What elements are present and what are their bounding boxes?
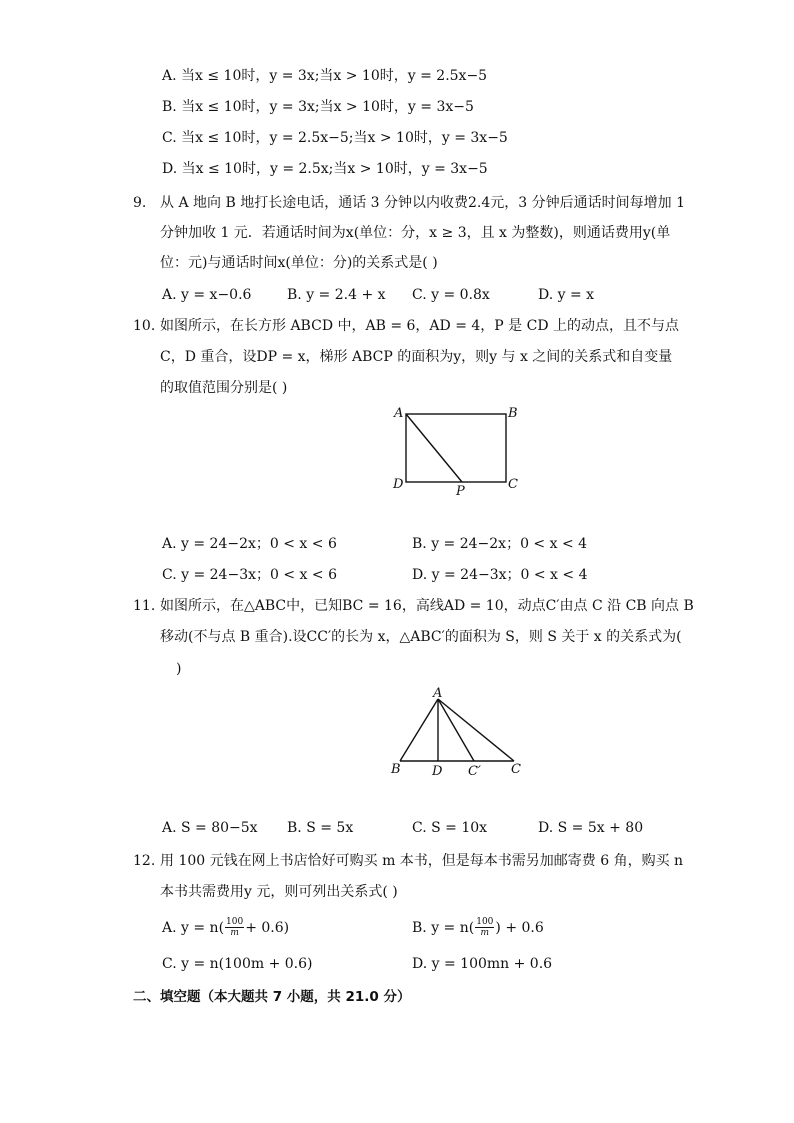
q12-option-a-denominator: m <box>230 928 239 938</box>
q11-line-3: ) <box>176 661 182 677</box>
q12-option-c: C. y = n(100m + 0.6) <box>162 956 313 972</box>
q12-option-b-prefix: B. y = n( <box>412 919 475 936</box>
q11-line-1: 如图所示，在△ABC中，已知BC = 16，高线AD = 10，动点C′由点 C 沿 CB 向点 B <box>160 598 694 614</box>
q12-line-2: 本书共需费用y 元，则可列出关系式( ) <box>160 884 398 900</box>
q10-line-1: 如图所示，在长方形 ABCD 中，AB = 6，AD = 4，P 是 CD 上的动点，且不与点 <box>160 318 680 334</box>
segment-ab <box>400 699 438 761</box>
q12-option-b-numerator: 100 <box>476 917 494 927</box>
segment-ac <box>438 699 514 761</box>
q9-option-b: B. y = 2.4 + x <box>287 287 386 303</box>
q10-number: 10. <box>133 318 156 334</box>
q11-option-a: A. S = 80−5x <box>162 820 258 836</box>
q9-number: 9. <box>133 195 147 211</box>
q12-option-a <box>162 917 289 938</box>
q11-number: 11. <box>133 598 156 614</box>
label-d: D <box>432 764 443 779</box>
label-a: A <box>394 406 404 421</box>
q10-option-b: B. y = 24−2x；0 < x < 4 <box>412 536 588 552</box>
q10-option-a: A. y = 24−2x；0 < x < 6 <box>162 536 337 552</box>
q11-option-c: C. S = 10x <box>412 820 488 836</box>
label-a: A <box>433 686 443 701</box>
section-2-title: 二、填空题（本大题共 7 小题，共 21.0 分） <box>133 989 411 1005</box>
q8-option-d: D. 当x ≤ 10时，y = 2.5x;当x > 10时，y = 3x−5 <box>162 161 488 177</box>
q12-option-a-suffix: + 0.6) <box>245 919 290 936</box>
q12-option-d: D. y = 100mn + 0.6 <box>412 956 553 972</box>
q11-option-b: B. S = 5x <box>287 820 354 836</box>
q12-option-b <box>412 917 544 938</box>
q10-option-d: D. y = 24−3x；0 < x < 4 <box>412 567 588 583</box>
q12-option-a-fraction <box>225 917 244 938</box>
label-b: B <box>508 406 518 421</box>
segment-ap <box>406 414 462 482</box>
rectangle-abcd <box>406 414 506 482</box>
q12-line-1: 用 100 元钱在网上书店恰好可购买 m 本书，但是每本书需另加邮寄费 6 角，购买 n <box>160 853 684 869</box>
q12-option-b-suffix: ) + 0.6 <box>495 919 544 936</box>
q11-line-2: 移动(不与点 B 重合).设CC′的长为 x，△ABC′的面积为 S，则 S 关于 x 的关系式为( <box>160 629 682 645</box>
q9-option-a: A. y = x−0.6 <box>162 287 252 303</box>
q9-line-2: 分钟加收 1 元．若通话时间为x(单位：分，x ≥ 3，且 x 为整数)，则通话费用y(单 <box>160 225 671 241</box>
q9-line-3: 位：元)与通话时间x(单位：分)的关系式是( ) <box>160 255 438 271</box>
q9-line-1: 从 A 地向 B 地打长途电话，通话 3 分钟以内收费2.4元，3 分钟后通话时间每增加 1 <box>160 195 685 211</box>
q11-option-d: D. S = 5x + 80 <box>538 820 644 836</box>
q10-option-c: C. y = 24−3x；0 < x < 6 <box>162 567 337 583</box>
q10-line-3: 的取值范围分别是( ) <box>160 380 288 396</box>
label-c-prime: C′ <box>468 764 481 779</box>
q8-option-b: B. 当x ≤ 10时，y = 3x;当x > 10时，y = 3x−5 <box>162 99 474 115</box>
q12-option-b-fraction <box>475 917 494 938</box>
label-c: C <box>511 762 521 777</box>
label-d: D <box>393 477 404 492</box>
q9-option-d: D. y = x <box>538 287 595 303</box>
q12-option-b-denominator: m <box>480 928 490 938</box>
q10-line-2: C，D 重合，设DP = x，梯形 ABCP 的面积为y，则y 与 x 之间的关系式和自变量 <box>160 349 673 365</box>
rectangle-figure <box>390 400 530 500</box>
q8-option-a: A. 当x ≤ 10时，y = 3x;当x > 10时，y = 2.5x−5 <box>162 68 488 84</box>
segment-ac-prime <box>438 699 474 761</box>
label-p: P <box>456 484 465 499</box>
label-c: C <box>508 477 518 492</box>
q8-option-c: C. 当x ≤ 10时，y = 2.5x−5;当x > 10时，y = 3x−5 <box>162 130 508 146</box>
q12-option-a-prefix: A. y = n( <box>162 919 225 936</box>
q12-number: 12. <box>133 853 156 869</box>
label-b: B <box>391 762 401 777</box>
q9-option-c: C. y = 0.8x <box>412 287 490 303</box>
q12-option-a-numerator: 100 <box>226 917 244 927</box>
triangle-figure <box>388 685 538 780</box>
